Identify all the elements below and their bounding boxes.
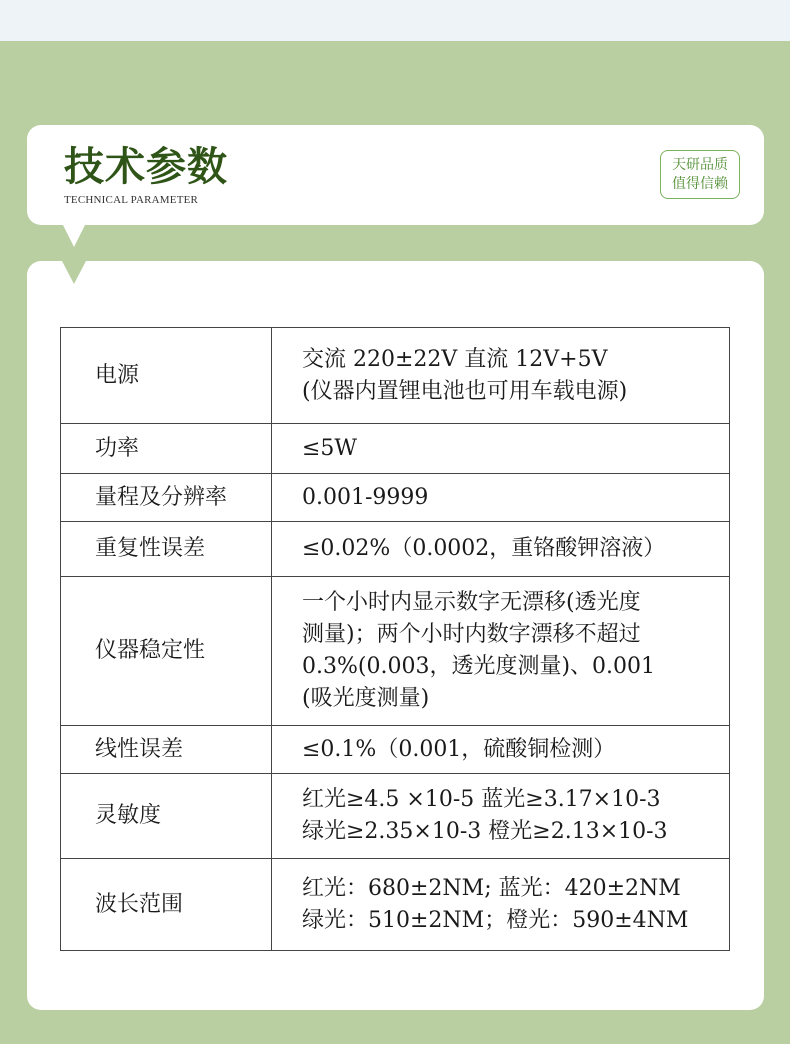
row-label: 功率: [61, 424, 272, 474]
row-label: 线性误差: [61, 726, 272, 774]
table-row: [61, 424, 730, 474]
row-value: [272, 774, 730, 859]
value-line: 绿光：510±2NM；橙光：590±4NM: [302, 907, 689, 933]
value-line: 红光≥4.5 ×10-5 蓝光≥3.17×10-3: [302, 787, 661, 812]
table-row: [61, 328, 730, 424]
row-label: 量程及分辨率: [61, 474, 272, 522]
table-row: [61, 726, 730, 774]
value-line: ≤5W: [302, 435, 358, 461]
page-subtitle: TECHNICAL PARAMETER: [64, 194, 199, 206]
value-line: (吸光度测量): [302, 686, 430, 711]
table-row: [61, 774, 730, 859]
spec-table: [60, 327, 730, 951]
table-row: [61, 577, 730, 726]
header-pointer: [62, 223, 86, 247]
value-line: ≤0.1%（0.001，硫酸铜检测）: [302, 736, 616, 762]
table-row: [61, 859, 730, 951]
quality-badge: [660, 150, 740, 199]
row-value: [272, 522, 730, 577]
badge-line-2: 值得信赖: [672, 175, 728, 192]
value-line: 红光：680±2NM; 蓝光：420±2NM: [302, 875, 681, 901]
row-label: 波长范围: [61, 859, 272, 951]
table-row: [61, 474, 730, 522]
value-line: 绿光≥2.35×10-3 橙光≥2.13×10-3: [302, 819, 668, 844]
value-line: 交流 220±22V 直流 12V+5V: [302, 346, 608, 372]
value-line: 一个小时内显示数字无漂移(透光度: [302, 590, 641, 615]
table-row: [61, 522, 730, 577]
card-notch: [62, 261, 86, 284]
section-header-card: [27, 125, 764, 225]
row-label: 电源: [61, 328, 272, 424]
value-line: 测量)；两个小时内数字漂移不超过: [302, 622, 641, 647]
row-value: [272, 474, 730, 522]
value-line: ≤0.02%（0.0002，重铬酸钾溶液）: [302, 536, 666, 561]
row-value: [272, 328, 730, 424]
page-title: 技术参数: [64, 143, 228, 190]
row-label: 仪器稳定性: [61, 577, 272, 726]
value-line: 0.3%(0.003，透光度测量)、0.001: [302, 654, 656, 679]
value-line: 0.001-9999: [302, 484, 429, 510]
row-value: [272, 577, 730, 726]
row-value: [272, 424, 730, 474]
row-label: 灵敏度: [61, 774, 272, 859]
top-strip: [0, 0, 790, 41]
value-line: (仪器内置锂电池也可用车载电源): [302, 378, 628, 404]
row-value: [272, 859, 730, 951]
badge-line-1: 天研品质: [672, 156, 728, 173]
row-value: [272, 726, 730, 774]
row-label: 重复性误差: [61, 522, 272, 577]
